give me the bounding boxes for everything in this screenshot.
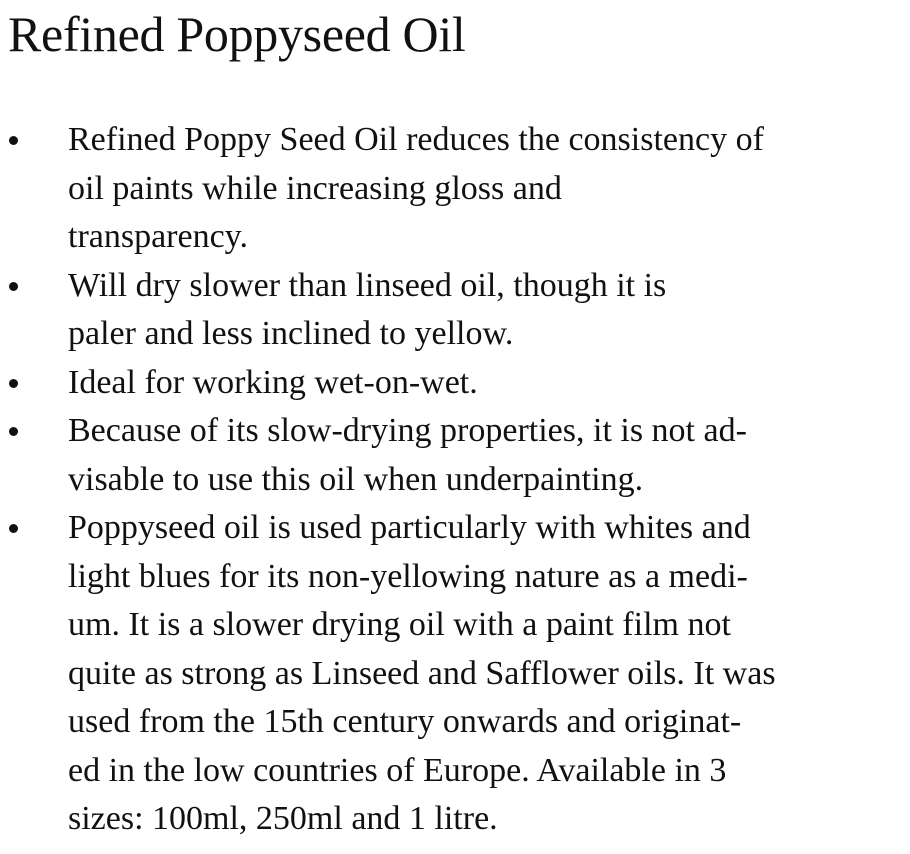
list-item-text-line: oil paints while increasing gloss and [68,169,562,207]
bullet-icon [9,524,18,533]
list-item [0,504,894,844]
bullet-icon [9,136,18,145]
bullet-icon [9,379,18,388]
list-item-text-line: transparency. [68,218,248,255]
list-item-text-line: used from the 15th century onwards and originat- [68,703,742,740]
list-item-text-line: paler and less inclined to yellow. [68,315,514,352]
list-item-text-line: visable to use this oil when underpainting. [68,460,644,498]
list-item [0,262,894,359]
page-title: Refined Poppyseed Oil [8,6,466,62]
list-item-text-line: Refined Poppy Seed Oil reduces the consistency of [68,121,764,158]
bullet-icon [9,282,18,291]
list-item-text-line: um. It is a slower drying oil with a paint film not [68,606,731,643]
list-item-text-line: Because of its slow-drying properties, it is not ad- [68,412,747,449]
list-item-text-line: Ideal for working wet-on-wet. [68,363,478,401]
list-item-text-line: quite as strong as Linseed and Safflower oils. It was [68,654,776,692]
list-item [0,359,894,408]
feature-list [0,116,910,844]
list-item-text-line: Will dry slower than linseed oil, though it is [68,266,667,304]
list-item-text-line: sizes: 100ml, 250ml and 1 litre. [68,800,498,837]
list-item [0,407,894,504]
list-item-text-line: ed in the low countries of Europe. Available in 3 [68,751,727,789]
bullet-icon [9,427,18,436]
list-item-text-line: Poppyseed oil is used particularly with whites and [68,509,751,546]
list-item [0,116,894,262]
list-item-text-line: light blues for its non-yellowing nature as a medi- [68,557,748,595]
